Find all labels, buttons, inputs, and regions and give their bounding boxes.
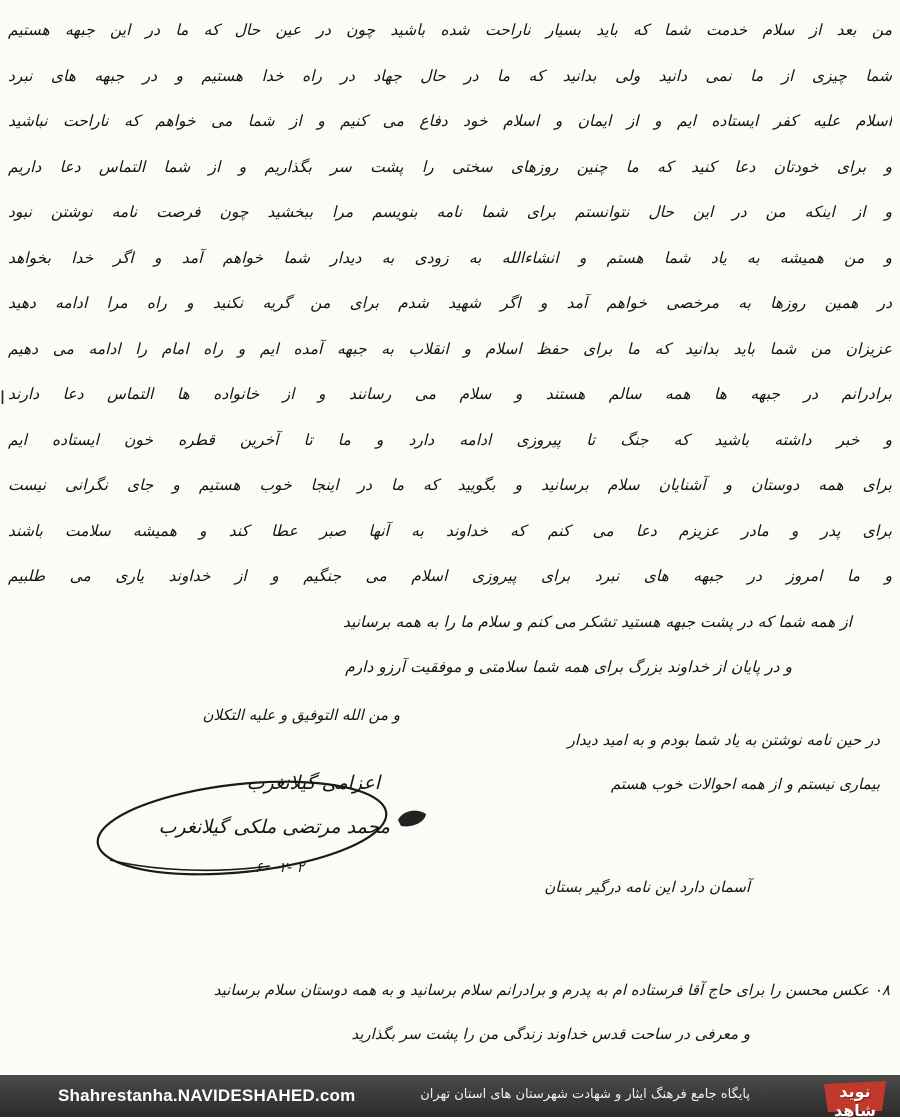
letter-line: و در پایان از خداوند بزرگ برای همه شما سلامتی و موفقیت آرزو دارم: [345, 658, 792, 676]
signature-date: ۶۰ -۲- ۲: [255, 860, 305, 876]
letter-line: شما چیزی از ما نمی دانید ولی بدانید که ما در حال جهاد در راه خدا هستیم و در جبهه های نبرد: [8, 66, 892, 85]
addressee-line: آسمان دارد این نامه درگیر بستان: [544, 878, 750, 896]
letter-line: برادرانم در جبهه ها همه سالم هستند و سلام می رسانند و از خانواده ها التماس دعا دارند: [8, 385, 892, 403]
letter-line: برای همه دوستان و آشنایان سلام برسانید و بگویید که ما در اینجا خوب هستیم و جای نگرانی نیست: [8, 476, 892, 494]
letter-line: و خبر داشته باشید که جنگ تا پیروزی ادامه دارد و ما تا آخرین قطره خون ایستاده ایم: [8, 430, 892, 449]
margin-mark: ا: [0, 388, 6, 409]
postscript-line: و معرفی در ساحت قدس خداوند زندگی من را پشت سر بگذارید: [351, 1025, 750, 1043]
letter-line: در همین روزها به مرخصی خواهم آمد و اگر شهید شدم برای من گریه نکنید و راه مرا ادامه دهید: [8, 294, 892, 312]
logo-text: نوید شاهد: [833, 1082, 877, 1120]
letter-line: من بعد از سلام خدمت شما که باید بسیار ناراحت شده باشید چون در عین حال که ما در این جبهه هستیم: [8, 21, 892, 39]
site-logo-icon[interactable]: [820, 1078, 890, 1120]
footer-org-name: پایگاه جامع فرهنگ ایثار و شهادت شهرستان های استان تهران: [420, 1087, 750, 1102]
letter-line: عزیزان من شما باید بدانید که ما برای حفظ اسلام و انقلاب به جبهه آمده ایم و راه امام را ادامه می دهیم: [8, 339, 892, 358]
postscript-line: ۰۸ عکس محسن را برای حاج آقا فرستاده ام به پدرم و برادرانم سلام برسانید و به همه دوستان سلام برسانید: [213, 981, 890, 999]
letter-line: برای پدر و مادر عزیزم دعا می کنم که خداوند به آنها صبر عطا کند و همیشه سلامت باشند: [8, 521, 892, 540]
footer-site-link[interactable]: Shahrestanha.NAVIDESHAHED.com: [58, 1086, 356, 1105]
signature-line: اعزامی گیلانغرب: [246, 772, 380, 794]
closing-prayer: و من الله التوفیق و علیه التکلان: [202, 706, 400, 724]
closing-note-line: بیماری نیستم و از همه احوالات خوب هستم: [610, 775, 880, 793]
postscript: [20, 968, 890, 1056]
closing-note-line: در حین نامه نوشتن به یاد شما بودم و به امید دیدار: [567, 731, 880, 749]
closing-note: [470, 718, 880, 806]
letter-line: و از اینکه من در این حال نتوانستم برای شما نامه بنویسم مرا ببخشید چون فرصت نامه نوشتن نبود: [8, 203, 892, 221]
letter-line: از همه شما که در پشت جبهه هستید تشکر می کنم و سلام ما را به همه برسانید: [342, 612, 852, 631]
signature-block: [90, 770, 390, 890]
ink-mark-icon: [395, 806, 429, 830]
watermark-footer: [0, 1075, 900, 1120]
letter-body: [8, 8, 892, 691]
letter-line: و من همیشه به یاد شما هستم و انشاءالله به زودی به دیدار شما خواهم آمد و اگر خدا بخواهد: [8, 248, 892, 267]
letter-line: و برای خودتان دعا کنید که ما چنین روزهای سختی را پشت سر بگذاریم و از شما التماس دعا داریم: [8, 157, 892, 176]
letter-line: و ما امروز در جبهه های نبرد برای پیروزی اسلام می جنگیم و از خداوند یاری می طلبیم: [8, 567, 892, 585]
letter-line: اسلام علیه کفر ایستاده ایم و از ایمان و اسلام خود دفاع می کنیم و از شما می خواهم که ناراحت نباشید: [8, 112, 892, 130]
signature-name: محمد مرتضی ملکی گیلانغرب: [158, 816, 390, 838]
